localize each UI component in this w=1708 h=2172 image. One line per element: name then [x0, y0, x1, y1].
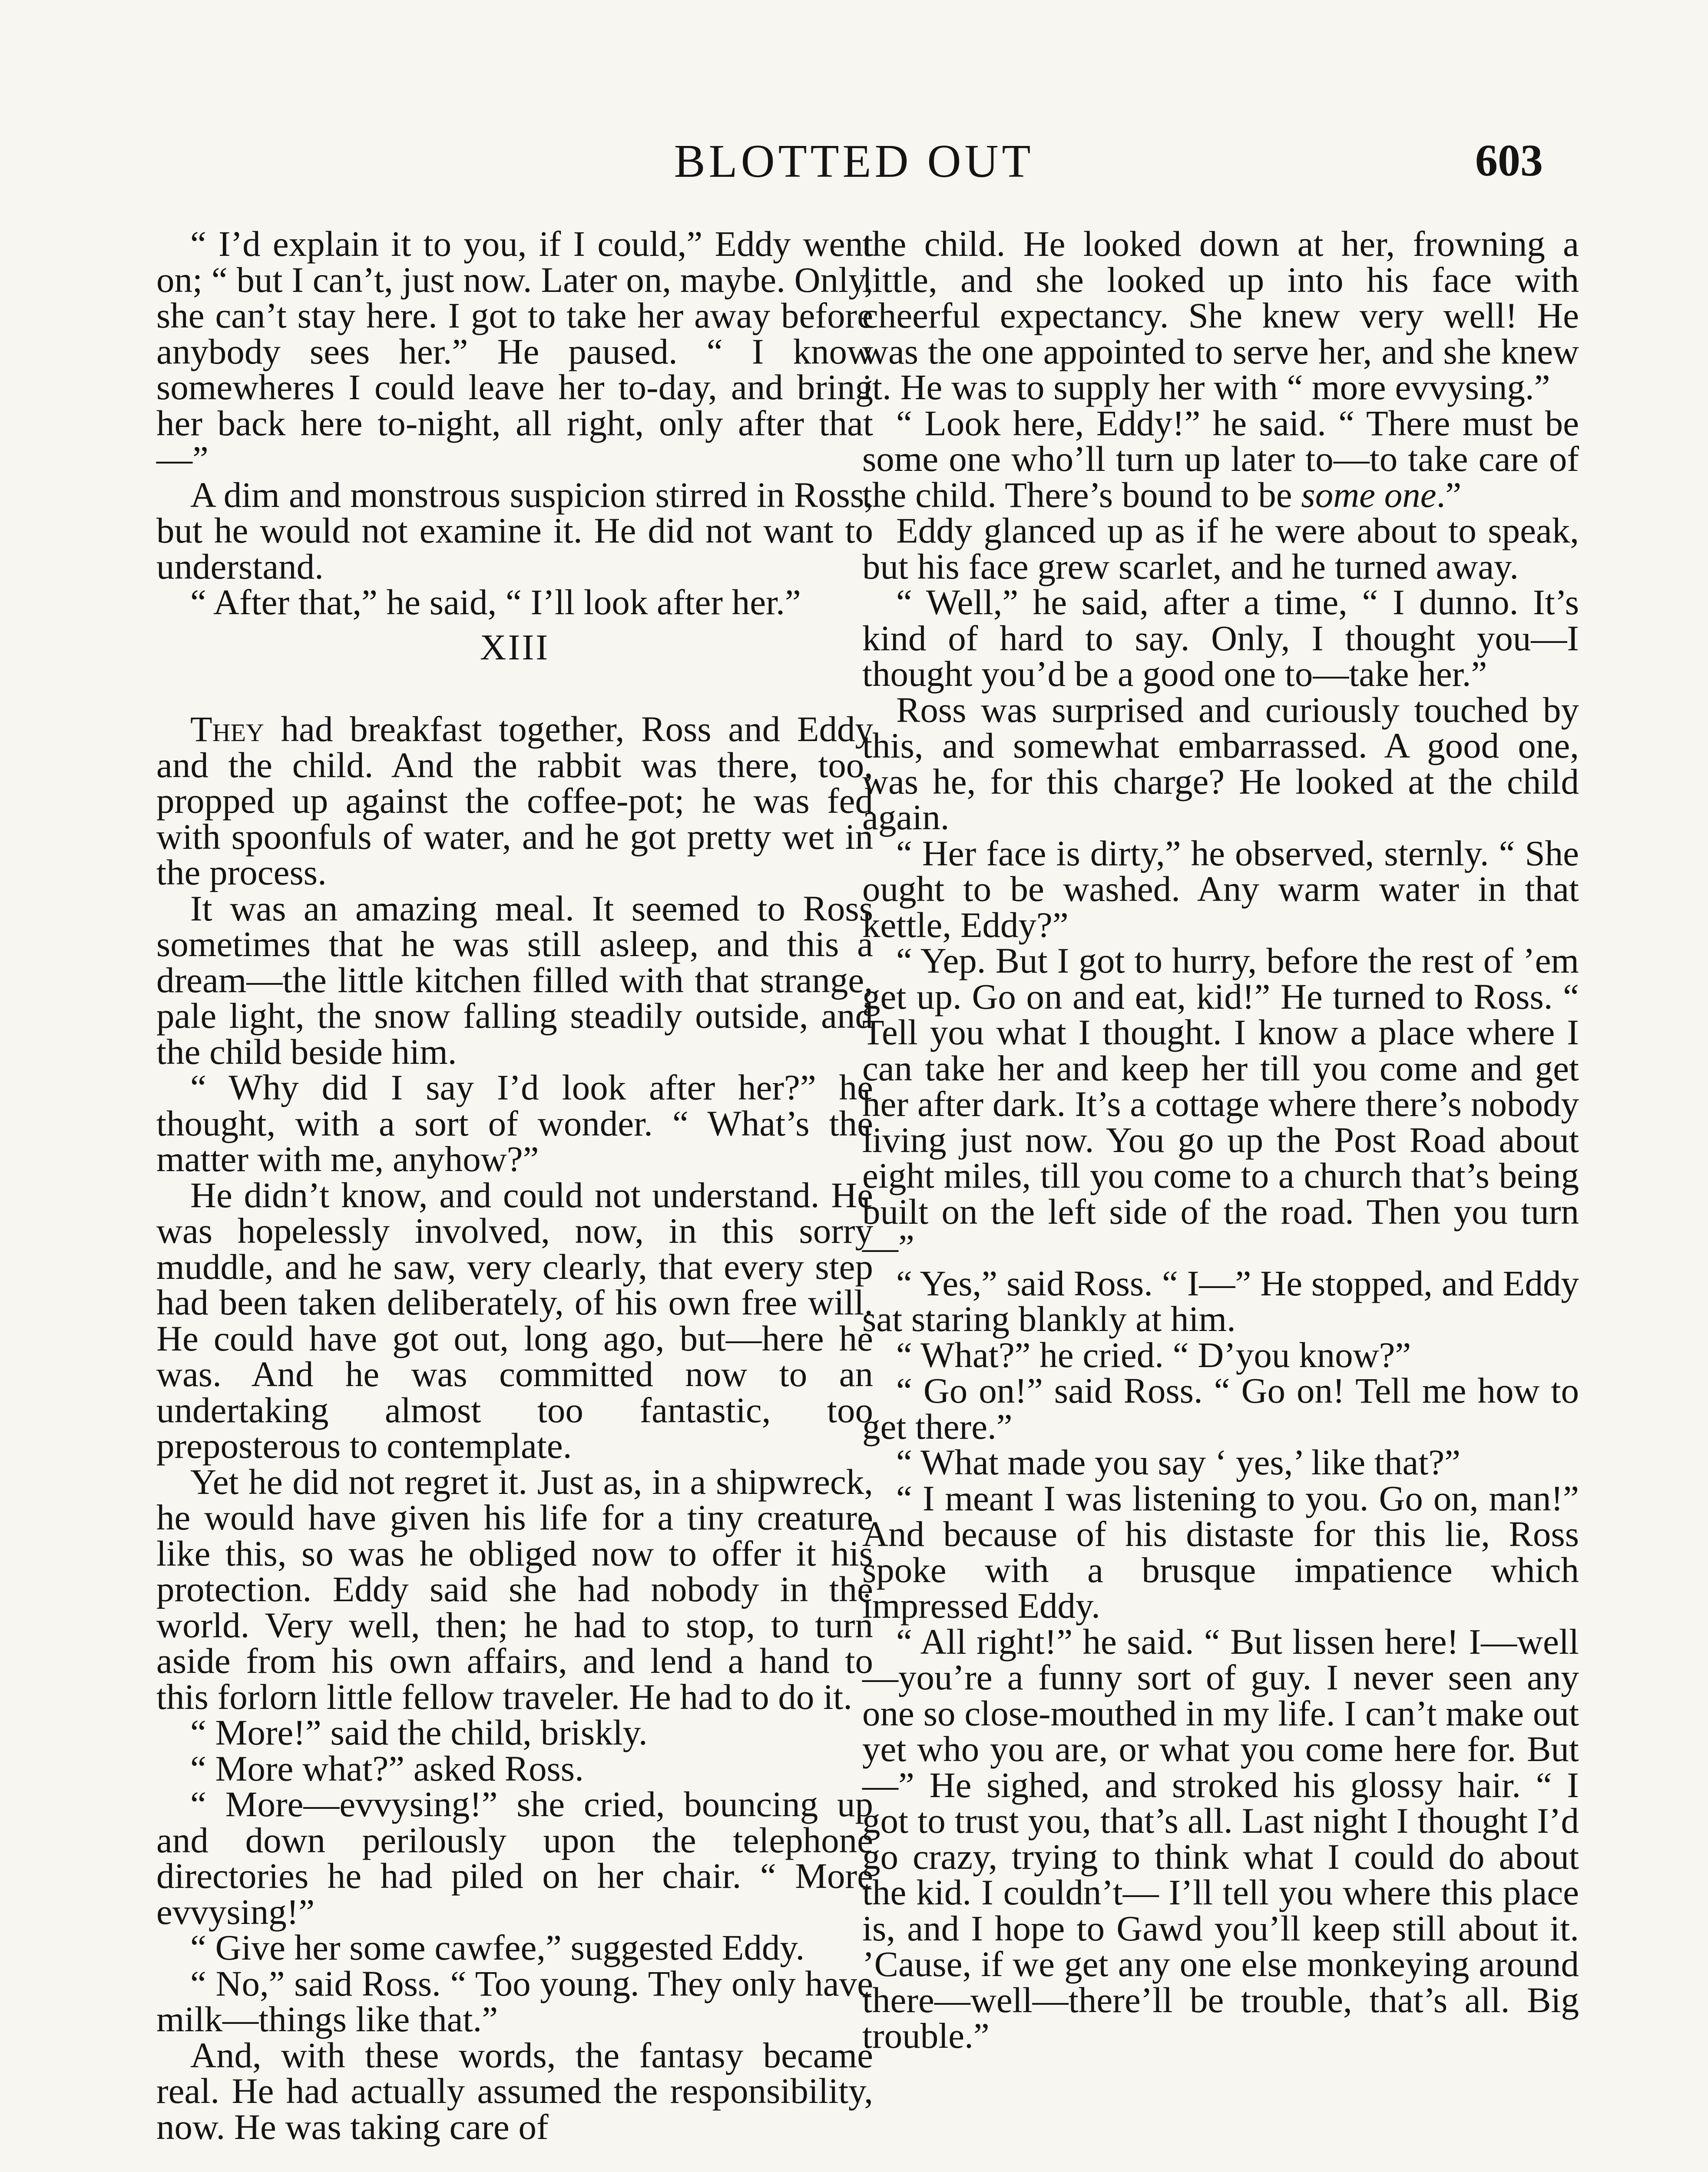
paragraph: “ More!” said the child, briskly.	[190, 1712, 648, 1752]
paragraph: “ Go on!” said Ross. “ Go on! Tell me how to get there.”	[862, 1371, 1579, 1447]
paragraph	[862, 405, 1579, 513]
paragraph: “ All right!” he said. “ But lissen here! I—well—you’re a funny sort of guy. I never seen any one so close-mouthed in my life. I can’t make out yet who you are, or what you come here for. But—” He sighed, and stroked his glossy hair. “ I got to trust you, that’s all. Last night I thought I’d go crazy, trying to think what I could do about the kid. I couldn’t— I’ll tell you where this place is, and I hope to Gawd you’ll keep still about it. ’Cause, if we get any one else monkeying around there—well—there’ll be trouble, that’s all. Big trouble.”	[862, 1621, 1579, 2056]
paragraph: “ I’d explain it to you, if I could,” Eddy went on; “ but I can’t, just now. Later on, maybe. Only, she can’t stay here. I got to take her away before anybody sees her.” He paused. “ I know somewheres I could leave her to-day, and bring her back here to-night, all right, only after that—”	[156, 224, 873, 479]
paragraph: “ What made you say ‘ yes,’ like that?”	[896, 1442, 1461, 1482]
italic-phrase: some one	[1301, 474, 1437, 515]
paragraph: “ Give her some cawfee,” suggested Eddy.	[190, 1927, 805, 1967]
left-column	[156, 226, 873, 2145]
paragraph: Yet he did not regret it. Just as, in a shipwreck, he would have given his life for a tiny creature like this, so was he obliged now to offer it his protection. Eddy said she had nobody in the world. Very well, then; he had to stop, to turn aside from his own affairs, and lend a hand to this forlorn little fellow traveler. He had to do it.	[156, 1461, 873, 1717]
paragraph: It was an amazing meal. It seemed to Ross sometimes that he was still asleep, and this a dream—the little kitchen filled with that strange, pale light, the snow falling steadily outside, and the child beside him.	[156, 888, 873, 1072]
paragraph: “ I meant I was listening to you. Go on, man!” And because of his distaste for this lie, Ross spoke with a brusque impatience which impressed Eddy.	[862, 1478, 1579, 1626]
section-heading: XIII	[480, 627, 550, 668]
paragraph: “ After that,” he said, “ I’ll look after her.”	[190, 582, 801, 622]
running-title: BLOTTED OUT	[674, 136, 1034, 187]
paragraph-text: had breakfast together, Ross and Eddy and the child. And the rabbit was there, too, propped up against the coffee-pot; he was fed with spoonfuls of water, and he got pretty wet in the process.	[156, 709, 873, 892]
section-opening-paragraph	[156, 711, 873, 891]
paragraph-text-end: .”	[1436, 474, 1462, 515]
paragraph: “ Why did I say I’d look after her?” he thought, with a sort of wonder. “ What’s the matter with me, anyhow?”	[156, 1067, 873, 1179]
page-number: 603	[1475, 136, 1543, 185]
paragraph: “ No,” said Ross. “ Too young. They only have milk—things like that.”	[156, 1963, 873, 2039]
paragraph: He didn’t know, and could not understand. He was hopelessly involved, now, in this sorry muddle, and he saw, very clearly, that every step had been taken deliberately, of his own free will. He could have got out, long ago, but—here he was. And he was committed now to an undertaking almost too fantastic, too preposterous to contemplate.	[156, 1175, 873, 1466]
paragraph: “ Yep. But I got to hurry, before the rest of ’em get up. Go on and eat, kid!” He turned to Ross. “ Tell you what I thought. I know a place where I can take her and keep her till you come and get her after dark. It’s a cottage where there’s nobody living just now. You go up the Post Road about eight miles, till you come to a church that’s being built on the left side of the road. Then you turn—”	[862, 940, 1579, 1267]
paragraph: “ Well,” he said, after a time, “ I dunno. It’s kind of hard to say. Only, I thought you—I thought you’d be a good one to—take her.”	[862, 582, 1579, 694]
right-column	[862, 226, 1579, 2054]
paragraph: And, with these words, the fantasy became real. He had actually assumed the responsibility, now. He was taking care of	[156, 2035, 873, 2147]
page-header	[0, 135, 1708, 204]
paragraph: Ross was surprised and curiously touched by this, and somewhat embarrassed. A good one, was he, for this charge? He looked at the child again.	[862, 689, 1579, 837]
paragraph: A dim and monstrous suspicion stirred in Ross, but he would not examine it. He did not want to understand.	[156, 474, 873, 586]
continued-paragraph: the child. He looked down at her, frowning a little, and she looked up into his face with cheerful expectancy. She knew very well! He was the one appointed to serve her, and she knew it. He was to supply her with “ more evvysing.”	[862, 224, 1579, 407]
section-first-word: They	[190, 709, 264, 749]
paragraph: “ Her face is dirty,” he observed, sternly. “ She ought to be washed. Any warm water in that kettle, Eddy?”	[862, 833, 1579, 945]
paragraph: “ Yes,” said Ross. “ I—” He stopped, and Eddy sat staring blankly at him.	[862, 1263, 1579, 1339]
paragraph: “ More—evvysing!” she cried, bouncing up and down perilously upon the telephone directories he had piled on her chair. “ More evvysing!”	[156, 1784, 873, 1932]
paragraph: Eddy glanced up as if he were about to speak, but his face grew scarlet, and he turned away.	[862, 510, 1579, 586]
paragraph-text: “ Look here, Eddy!” he said. “ There must be some one who’ll turn up later to—to take care of the child. There’s bound to be	[862, 403, 1579, 515]
paragraph: “ What?” he cried. “ D’you know?”	[896, 1334, 1411, 1375]
paragraph: “ More what?” asked Ross.	[190, 1748, 584, 1788]
